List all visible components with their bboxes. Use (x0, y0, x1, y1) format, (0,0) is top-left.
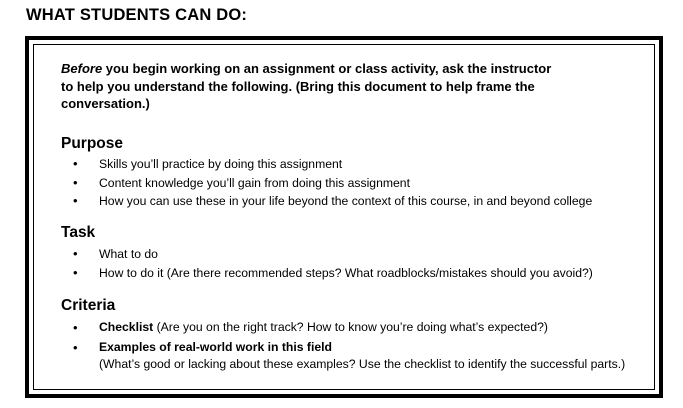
criteria-item-bold: Examples of real-world work in this field (99, 340, 332, 354)
list-item: • Skills you’ll practice by doing this assignment (73, 155, 592, 174)
page-heading: WHAT STUDENTS CAN DO: (26, 6, 248, 24)
intro-line-3: conversation.) (61, 96, 150, 111)
criteria-item-detail: (Are you on the right track? How to know you’re doing what’s expected?) (153, 320, 548, 334)
intro-line-1: you begin working on an assignment or class activity, ask the instructor (102, 61, 552, 76)
section-title-task: Task (61, 224, 96, 241)
task-list (73, 245, 593, 282)
criteria-item-bold: Checklist (99, 320, 154, 334)
list-item (73, 319, 625, 336)
intro-line-2: to help you understand the following. (Bring this document to help frame the (61, 78, 535, 94)
list-item: • How to do it (Are there recommended steps? What roadblocks/mistakes should you avoid?) (73, 264, 593, 283)
list-item: • What to do (73, 245, 593, 264)
list-item (73, 339, 625, 373)
intro-paragraph (61, 60, 621, 113)
section-title-criteria: Criteria (61, 297, 116, 314)
criteria-list (73, 319, 625, 373)
list-item: • Content knowledge you’ll gain from doing this assignment (73, 174, 592, 193)
list-item: • How you can use these in your life beyond the context of this course, in and beyond college (73, 192, 592, 211)
criteria-item-detail: (What’s good or lacking about these examples? Use the checklist to identify the successful parts.) (99, 357, 626, 371)
purpose-list (73, 155, 592, 211)
section-title-purpose: Purpose (61, 135, 124, 152)
intro-italic-word: Before (61, 61, 103, 76)
